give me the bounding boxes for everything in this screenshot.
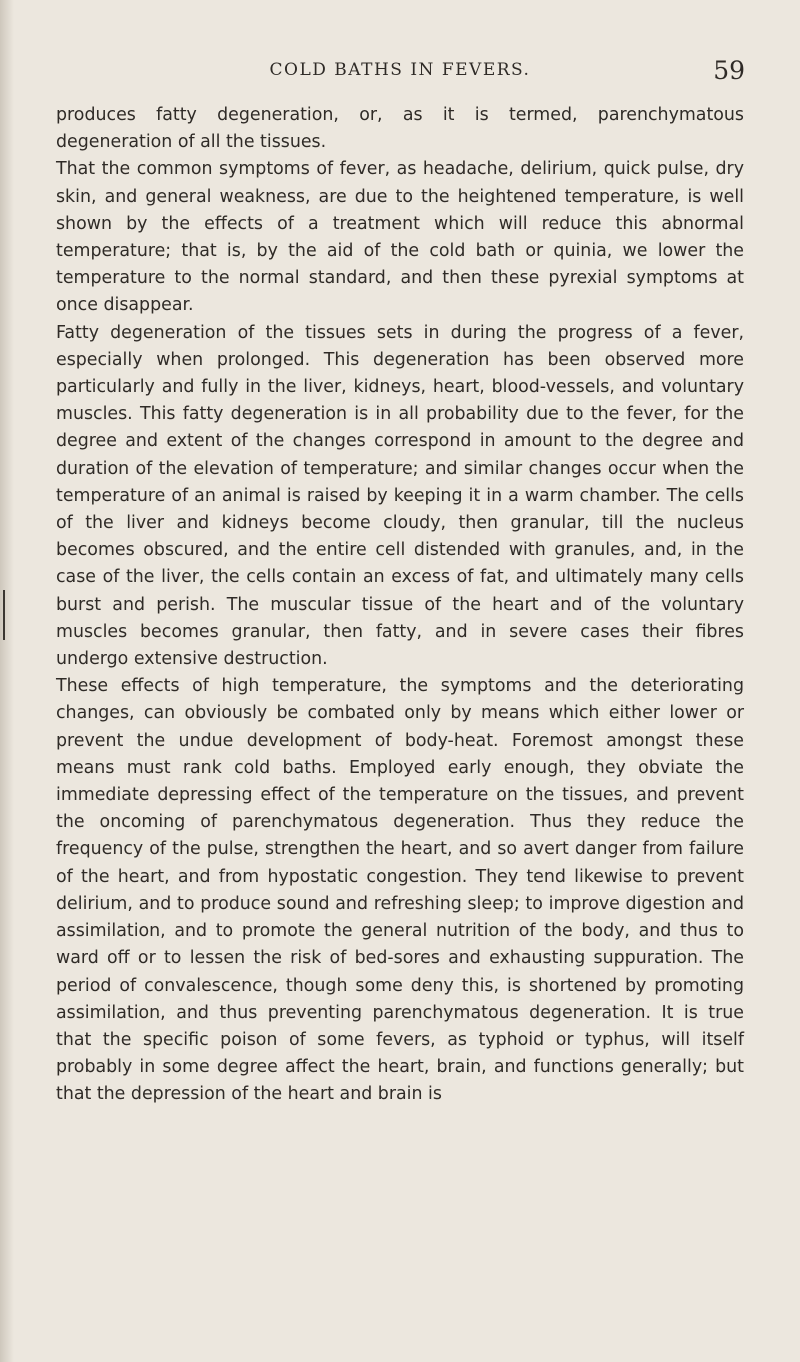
binding-shadow bbox=[0, 0, 14, 1362]
body-text bbox=[56, 102, 744, 1109]
paragraph-1: produces fatty degeneration, or, as it is termed, parenchymatous degeneration of all the tissues. bbox=[56, 105, 744, 153]
page-header bbox=[0, 56, 800, 90]
paragraph-4: These effects of high temperature, the symptoms and the deteriorating changes, can obviously be combated only by means which either lower or prevent the undue development of body-heat. Foremost amongst these means must rank cold baths. Employed early enough, they obviate the immediate depressing effect of the temperature on the tissues, and prevent the oncoming of parenchymatous degeneration. Thus they reduce the frequency of the pulse, strengthen the heart, and so avert danger from failure of the heart, and from hypostatic congestion. They tend likewise to prevent delirium, and to produce sound and refreshing sleep; to improve digestion and assimilation, and to promote the general nutrition of the body, and thus to ward off or to lessen the risk of bed-sores and exhausting suppuration. The period of convalescence, though some deny this, is shortened by promoting assimilation, and thus preventing parenchymatous degeneration. It is true that the specific poison of some fevers, as typhoid or typhus, will itself probably in some degree affect the heart, brain, and functions generally; but that the depression of the heart and brain is bbox=[56, 676, 744, 1105]
running-title: COLD BATHS IN FEVERS. bbox=[269, 60, 531, 80]
page-number: 59 bbox=[713, 56, 745, 85]
margin-mark bbox=[3, 590, 5, 640]
paragraph-2: That the common symptoms of fever, as headache, delirium, quick pulse, dry skin, and general weakness, are due to the heightened temperature, is well shown by the effects of a treatment which will reduce this abnormal temperature; that is, by the aid of the cold bath or quinia, we lower the temperature to the normal standard, and then these pyrexial symptoms at once disappear. bbox=[56, 159, 744, 316]
paragraph-3: Fatty degeneration of the tissues sets in during the progress of a fever, especially when prolonged. This degeneration has been observed more particularly and fully in the liver, kidneys, heart, blood-vessels, and voluntary muscles. This fatty degeneration is in all probability due to the fever, for the degree and extent of the changes correspond in amount to the degree and duration of the elevation of temperature; and similar changes occur when the temperature of an animal is raised by keeping it in a warm chamber. The cells of the liver and kidneys become cloudy, then granular, till the nucleus becomes obscured, and the entire cell distended with granules, and, in the case of the liver, the cells contain an excess of fat, and ultimately many cells burst and perish. The muscular tissue of the heart and of the voluntary muscles becomes granular, then fatty, and in severe cases their fibres undergo extensive destruction. bbox=[56, 322, 744, 670]
